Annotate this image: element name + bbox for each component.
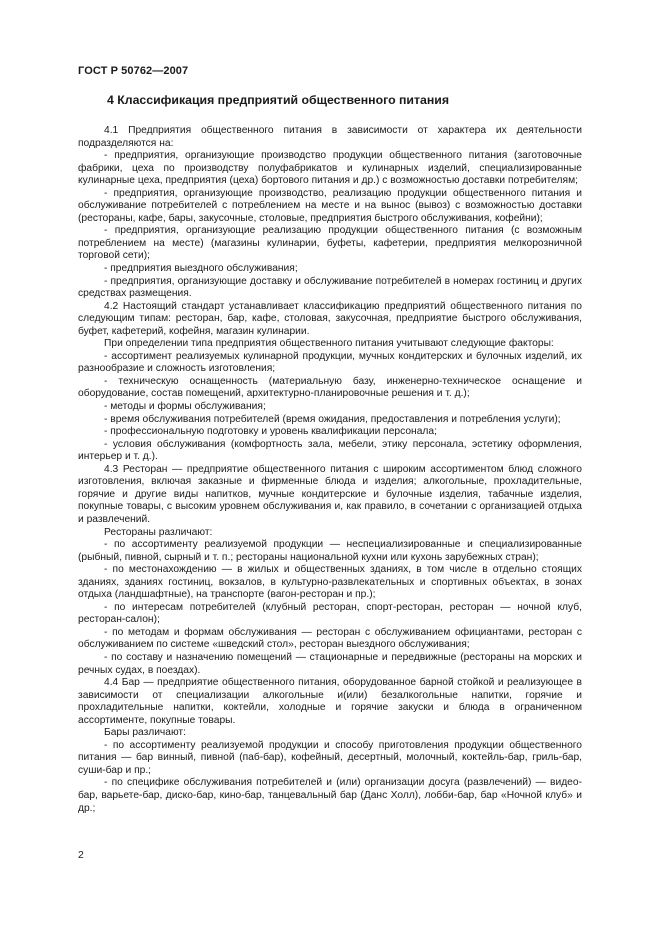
list-item: - предприятия, организующие производство продукции общественного питания (заготовочные фабрики, цеха по производству полуфабрикатов и кулинарных изделий, специализированные кулинарные цеха, предприятия (цеха) бортового питания и др.) с возможностью доставки потребителям; xyxy=(78,150,582,187)
body-text xyxy=(78,125,582,815)
paragraph: 4.2 Настоящий стандарт устанавливает классификацию предприятий общественного питания по следующим типам: ресторан, бар, кафе, столовая, закусочная, предприятие быстрого обслуживания, буфет, кафетерий, кофейня, магазин кулинарии. xyxy=(78,300,582,337)
list-item: - по специфике обслуживания потребителей и (или) организации досуга (развлечений) — видео-бар, варьете-бар, диско-бар, кино-бар, танцевальный бар (Данс Холл), лобби-бар, бар «Ночной клуб» и др.; xyxy=(78,777,582,814)
section-title: 4 Классификация предприятий общественного питания xyxy=(107,93,450,107)
paragraph: Рестораны различают: xyxy=(104,526,213,538)
list-item: - предприятия, организующие производство, реализацию продукции общественного питания и обслуживание потребителей с потреблением на месте и на вынос (вывоз) с возможностью доставки (рестораны, кафе, бары, закусочные, столовые, предприятия быстрого обслуживания, кофейни); xyxy=(78,187,582,224)
list-item: - ассортимент реализуемых кулинарной продукции, мучных кондитерских и булочных изделий, их разнообразие и сложность изготовления; xyxy=(78,350,582,375)
list-item: - методы и формы обслуживания; xyxy=(104,401,266,413)
list-item: - по методам и формам обслуживания — ресторан с обслуживанием официантами, ресторан с обслуживанием по системе «шведский стол», ресторан выездного обслуживания; xyxy=(78,626,582,651)
paragraph: 4.1 Предприятия общественного питания в зависимости от характера их деятельности подразделяются на: xyxy=(78,125,582,149)
list-item: - профессиональную подготовку и уровень квалификации персонала; xyxy=(104,426,437,438)
document-header: ГОСТ Р 50762—2007 xyxy=(78,65,189,77)
list-item: - техническую оснащенность (материальную базу, инженерно-техническое оснащение и оборудование, состав помещений, архитектурно-планировочные решения и т. д.); xyxy=(78,375,582,400)
list-item: - предприятия, организующие реализацию продукции общественного питания (с возможным потреблением на месте) (магазины кулинарии, буфеты, кафетерии, предприятия мелкорозничной торговой сети); xyxy=(78,225,582,262)
paragraph: Бары различают: xyxy=(104,727,186,739)
list-item: - условия обслуживания (комфортность зала, мебели, этику персонала, эстетику оформления, интерьер и т. д.). xyxy=(78,438,582,463)
paragraph: 4.4 Бар — предприятие общественного питания, оборудованное барной стойкой и реализующее в зависимости от специализации алкогольные и(или) безалкогольные напитки, горячие и прохладительные напитки, коктейли, холодные и горячие закуски и блюда в ограниченном ассортименте, покупные товары. xyxy=(78,677,582,726)
list-item: - по ассортименту реализуемой продукции и способу приготовления продукции общественного питания — бар винный, пивной (паб-бар), кофейный, десертный, молочный, коктейль-бар, гриль-бар, суши-бар и пр.; xyxy=(78,739,582,776)
paragraph: 4.3 Ресторан — предприятие общественного питания с широким ассортиментом блюд сложного изготовления, включая заказные и фирменные блюда и изделия; алкогольные, прохладительные, горячие и другие виды напитков, мучные кондитерские и булочные изделия, табачные изделия, покупные товары, с высоким уровнем обслуживания и, как правило, в сочетании с организацией отдыха и развлечений. xyxy=(78,463,582,525)
list-item: - предприятия, организующие доставку и обслуживание потребителей в номерах гостиниц и других средствах размещения. xyxy=(78,275,582,300)
list-item: - по ассортименту реализуемой продукции — неспециализированные и специализированные (рыбный, пивной, сырный и т. п.; рестораны национальной кухни или кухонь зарубежных стран); xyxy=(78,539,582,563)
page-number: 2 xyxy=(78,849,84,861)
list-item: - по местонахождению — в жилых и общественных зданиях, в том числе в отдельно стоящих зданиях, зданиях гостиниц, вокзалов, в культурно-развлекательных и спортивных объектах, в зонах отдыха (ландшафтные), на транспорте (вагон-ресторан и пр.); xyxy=(78,564,582,601)
list-item: - время обслуживания потребителей (время ожидания, предоставления и потребления услуги); xyxy=(104,413,561,425)
paragraph: При определении типа предприятия общественного питания учитывают следующие факторы: xyxy=(104,338,554,350)
list-item: - по составу и назначению помещений — стационарные и передвижные (рестораны на морских и речных судах, в поездах). xyxy=(78,651,582,676)
list-item: - предприятия выездного обслуживания; xyxy=(104,263,298,275)
list-item: - по интересам потребителей (клубный ресторан, спорт-ресторан, ресторан — ночной клуб, ресторан-салон); xyxy=(78,601,582,626)
